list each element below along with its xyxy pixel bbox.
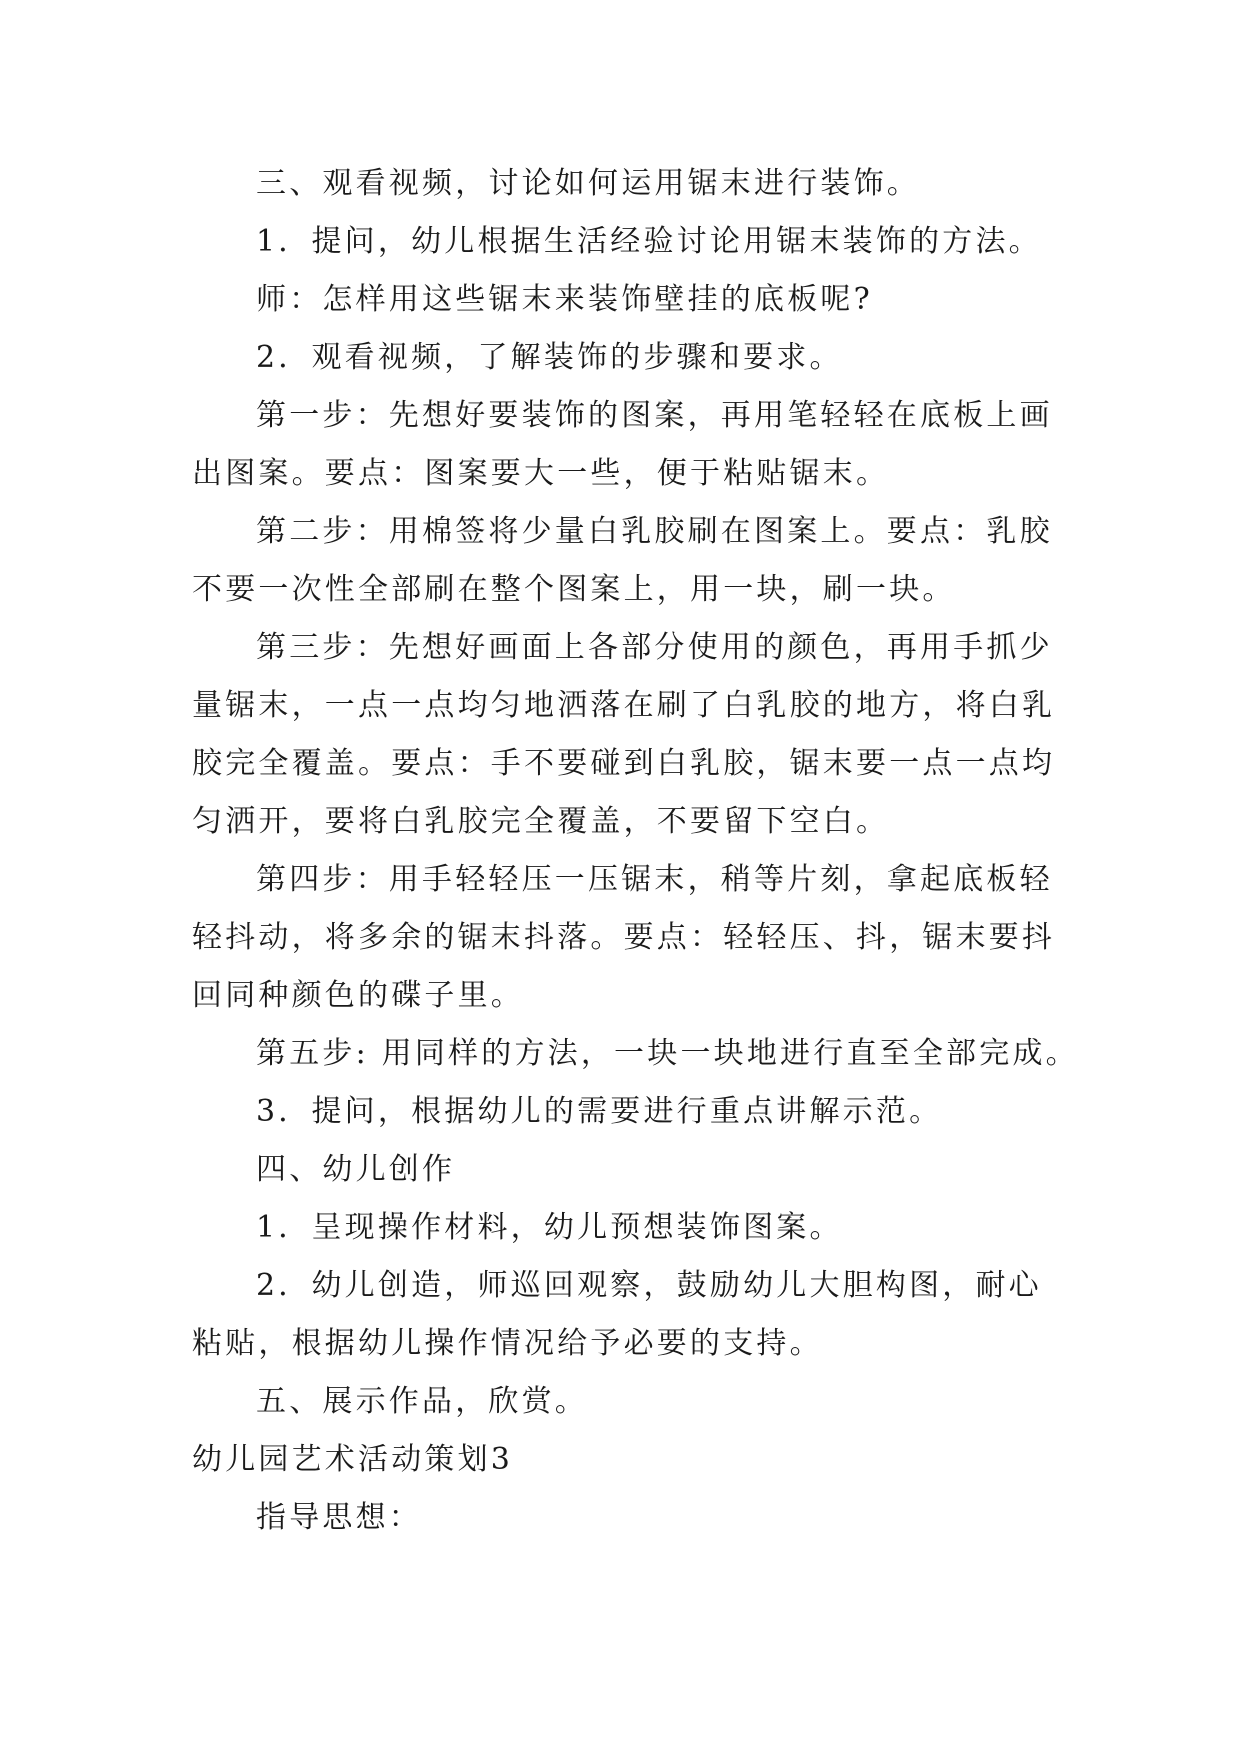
step-three-line: 第三步：先想好画面上各部分使用的颜色，再用手抓少 bbox=[256, 630, 1053, 665]
section-heading-four: 四、幼儿创作 bbox=[256, 1152, 456, 1187]
paragraph-line: 胶完全覆盖。要点：手不要碰到白乳胶，锯末要一点一点均 bbox=[192, 746, 1056, 781]
paragraph-line: 轻抖动，将多余的锯末抖落。要点：轻轻压、抖，锯末要抖 bbox=[192, 920, 1056, 955]
paragraph-line: 回同种颜色的碟子里。 bbox=[192, 978, 524, 1013]
document-title: 幼儿园艺术活动策划3 bbox=[192, 1442, 514, 1477]
paragraph-line: 3．提问，根据幼儿的需要进行重点讲解示范。 bbox=[256, 1094, 943, 1129]
paragraph-line: 1．提问，幼儿根据生活经验讨论用锯末装饰的方法。 bbox=[256, 224, 1042, 259]
paragraph-line: 量锯末，一点一点均匀地洒落在刷了白乳胶的地方，将白乳 bbox=[192, 688, 1056, 723]
step-one-line: 第一步：先想好要装饰的图案，再用笔轻轻在底板上画 bbox=[256, 398, 1053, 433]
paragraph-line: 出图案。要点：图案要大一些，便于粘贴锯末。 bbox=[192, 456, 890, 491]
paragraph-line: 2．幼儿创造，师巡回观察，鼓励幼儿大胆构图，耐心 bbox=[256, 1268, 1042, 1303]
paragraph-line: 匀洒开，要将白乳胶完全覆盖，不要留下空白。 bbox=[192, 804, 890, 839]
section-heading-three: 三、观看视频，讨论如何运用锯末进行装饰。 bbox=[256, 166, 920, 201]
paragraph-line: 2．观看视频，了解装饰的步骤和要求。 bbox=[256, 340, 843, 375]
subheading-guiding-idea: 指导思想： bbox=[256, 1500, 422, 1535]
step-four-line: 第四步：用手轻轻压一压锯末，稍等片刻，拿起底板轻 bbox=[256, 862, 1053, 897]
paragraph-line: 不要一次性全部刷在整个图案上，用一块，刷一块。 bbox=[192, 572, 956, 607]
paragraph-line: 1．呈现操作材料，幼儿预想装饰图案。 bbox=[256, 1210, 843, 1245]
step-five-line: 第五步: 用同样的方法，一块一块地进行直至全部完成。 bbox=[256, 1036, 1079, 1071]
step-two-line: 第二步：用棉签将少量白乳胶刷在图案上。要点：乳胶 bbox=[256, 514, 1053, 549]
paragraph-line: 粘贴，根据幼儿操作情况给予必要的支持。 bbox=[192, 1326, 823, 1361]
paragraph-line: 师：怎样用这些锯末来装饰壁挂的底板呢? bbox=[256, 282, 873, 317]
section-heading-five: 五、展示作品，欣赏。 bbox=[256, 1384, 588, 1419]
